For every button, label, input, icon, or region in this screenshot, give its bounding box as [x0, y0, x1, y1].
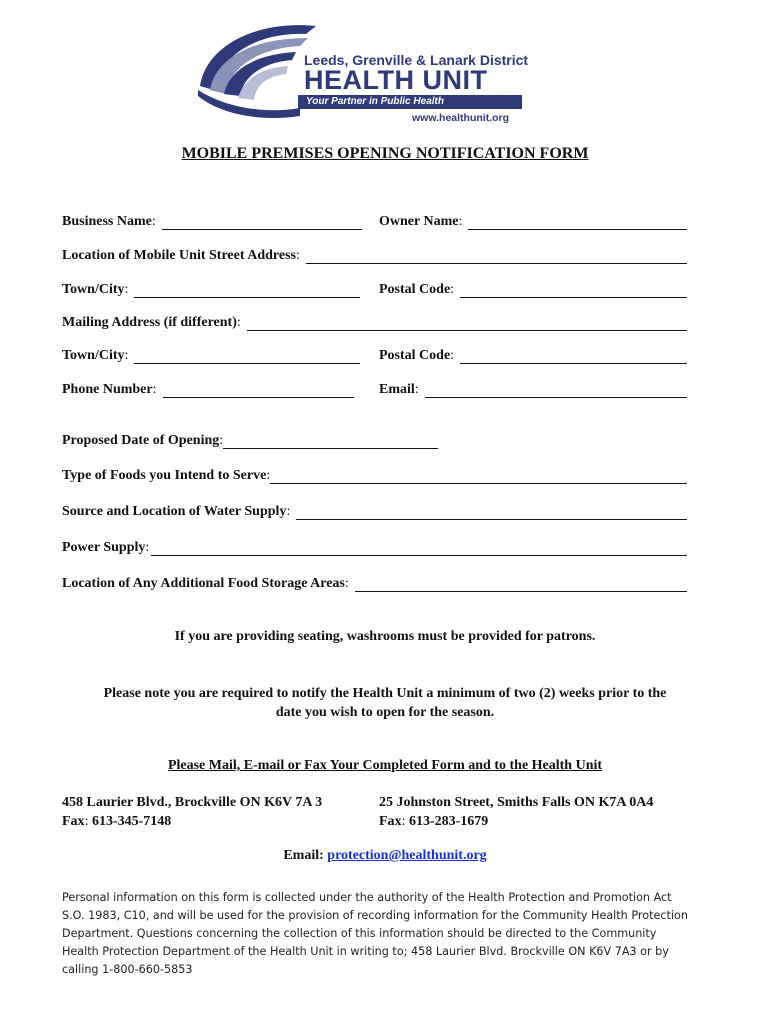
email-label: Email — [379, 382, 415, 397]
notify-note-line1: Please note you are required to notify the Health Unit a minimum of two (2) weeks prior to the — [103, 686, 667, 701]
org-name-line1: Leeds, Grenville & Lanark District — [304, 52, 529, 68]
water-supply-label: Source and Location of Water Supply — [62, 504, 287, 519]
mailing-address-field: Mailing Address (if different) : — [62, 315, 687, 331]
smiths-falls-office — [379, 793, 653, 831]
postal-code-label-1: Postal Code — [379, 282, 451, 297]
proposed-date-field: Proposed Date of Opening : — [62, 433, 438, 449]
email-input-line[interactable] — [425, 383, 687, 398]
water-supply-input-line[interactable] — [296, 505, 687, 520]
town-city-label-1: Town/City — [62, 282, 125, 297]
owner-name-field: Owner Name : — [379, 214, 687, 230]
form-title: MOBILE PREMISES OPENING NOTIFICATION FORM — [181, 145, 589, 162]
phone-number-field: Phone Number : — [62, 382, 354, 398]
submit-heading: Please Mail, E-mail or Fax Your Completed Form and to the Health Unit — [167, 758, 603, 773]
website-url: www.healthunit.org — [412, 112, 510, 124]
mailing-address-label: Mailing Address (if different) — [62, 315, 237, 330]
business-name-field: Business Name : — [62, 214, 362, 230]
mailing-address-input-line[interactable] — [247, 316, 687, 331]
privacy-line-3: Department. Questions concerning the collection of this information should be directed to the Community — [62, 927, 657, 940]
privacy-notice — [62, 889, 712, 979]
postal-code-field-1: Postal Code : — [379, 282, 687, 298]
smiths-falls-address: 25 Johnston Street, Smiths Falls ON K7A 0A4 — [379, 795, 654, 810]
foods-label: Type of Foods you Intend to Serve — [62, 468, 267, 483]
location-address-field: Location of Mobile Unit Street Address : — [62, 248, 687, 264]
privacy-line-2: S.O. 1983, C10, and will be used for the provision of recording information for the Community Health Protection — [62, 909, 688, 922]
storage-areas-input-line[interactable] — [355, 577, 687, 592]
proposed-date-input-line[interactable] — [223, 434, 438, 449]
smiths-falls-fax: Fax: 613-283-1679 — [379, 814, 489, 829]
email-field: Email : — [379, 382, 687, 398]
postal-code-input-line-1[interactable] — [460, 283, 687, 298]
power-supply-field: Power Supply : — [62, 540, 687, 556]
water-supply-field: Source and Location of Water Supply : — [62, 504, 687, 520]
contact-email-row — [0, 848, 770, 864]
contact-email-link[interactable]: protection@healthunit.org — [327, 848, 487, 863]
org-name-line2: HEALTH UNIT — [304, 65, 488, 95]
town-city-label-2: Town/City — [62, 348, 125, 363]
power-supply-label: Power Supply — [62, 540, 146, 555]
location-address-input-line[interactable] — [306, 249, 687, 264]
contact-email-label: Email: — [283, 848, 324, 863]
tagline: Your Partner in Public Health — [306, 96, 444, 107]
privacy-line-5: calling 1-800-660-5853 — [62, 963, 193, 976]
foods-field: Type of Foods you Intend to Serve : — [62, 468, 687, 484]
business-name-input-line[interactable] — [162, 215, 362, 230]
foods-input-line[interactable] — [270, 469, 687, 484]
privacy-line-1: Personal information on this form is collected under the authority of the Health Protection and Promotion Act — [62, 891, 672, 904]
town-city-field-2: Town/City : — [62, 348, 360, 364]
postal-code-label-2: Postal Code — [379, 348, 451, 363]
seating-note: If you are providing seating, washrooms must be provided for patrons. — [174, 629, 596, 644]
storage-areas-field: Location of Any Additional Food Storage Areas : — [62, 576, 687, 592]
owner-name-input-line[interactable] — [468, 215, 687, 230]
privacy-line-4: Health Protection Department of the Health Unit in writing to; 458 Laurier Blvd. Brockville ON K6V 7A3 or by — [62, 945, 669, 958]
brockville-fax: Fax: 613-345-7148 — [62, 814, 172, 829]
business-name-label: Business Name — [62, 214, 152, 229]
power-supply-input-line[interactable] — [151, 541, 687, 556]
phone-number-input-line[interactable] — [163, 383, 354, 398]
notify-note-line2: date you wish to open for the season. — [275, 705, 495, 720]
storage-areas-label: Location of Any Additional Food Storage Areas — [62, 576, 345, 591]
postal-code-input-line-2[interactable] — [460, 349, 687, 364]
town-city-input-line-1[interactable] — [134, 283, 360, 298]
phone-number-label: Phone Number — [62, 382, 153, 397]
owner-name-label: Owner Name — [379, 214, 459, 229]
town-city-field-1: Town/City : — [62, 282, 360, 298]
brockville-office — [62, 793, 322, 831]
location-address-label: Location of Mobile Unit Street Address — [62, 248, 296, 263]
town-city-input-line-2[interactable] — [134, 349, 360, 364]
brockville-address: 458 Laurier Blvd., Brockville ON K6V 7A 3 — [62, 795, 323, 810]
health-unit-logo — [196, 16, 532, 128]
proposed-date-label: Proposed Date of Opening — [62, 433, 220, 448]
postal-code-field-2: Postal Code : — [379, 348, 687, 364]
